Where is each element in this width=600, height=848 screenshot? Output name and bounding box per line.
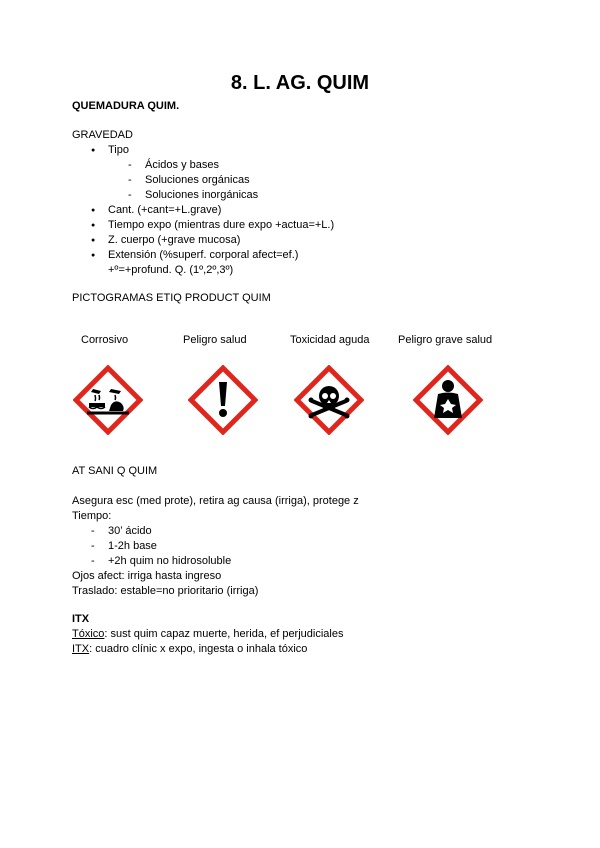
ojos-line: Ojos afect: irriga hasta ingreso (72, 570, 222, 582)
toxico-def-text: : sust quim capaz muerte, herida, ef perjudiciales (104, 628, 344, 640)
pictogram-label: Corrosivo (81, 334, 129, 346)
pictogram-label: Toxicidad aguda (290, 334, 370, 346)
gravedad-heading: GRAVEDAD (72, 129, 133, 141)
extension-continuation: +º=+profund. Q. (1º,2º,3º) (108, 264, 234, 276)
health-hazard-icon (413, 365, 483, 435)
atsani-line: Asegura esc (med prote), retira ag causa (irriga), protege z (72, 495, 359, 507)
itx-heading: ITX (72, 613, 90, 625)
toxico-definition (72, 627, 343, 642)
toxico-term: Tóxico (72, 628, 105, 640)
pictogramas-heading: PICTOGRAMAS ETIQ PRODUCT QUIM (72, 292, 271, 304)
pictogram-label: Peligro grave salud (398, 334, 493, 346)
itx-definition (72, 642, 307, 657)
tiempo-item: - +2h quim no hidrosoluble (108, 554, 231, 569)
bullet-item: ● Extensión (%superf. corporal afect=ef.) (108, 248, 298, 263)
tipo-item: - Ácidos y bases (145, 158, 219, 173)
traslado-line: Traslado: estable=no prioritario (irriga) (72, 585, 259, 597)
bullet-item: ● Tiempo expo (mientras dure expo +actua=+L.) (108, 218, 334, 233)
bullet-item: ● Z. cuerpo (+grave mucosa) (108, 233, 240, 248)
pictogram-label: Peligro salud (183, 334, 247, 346)
tipo-item: - Soluciones inorgánicas (145, 188, 258, 203)
bullet-tipo: ● Tipo (108, 143, 129, 158)
tiempo-label: Tiempo: (72, 510, 112, 522)
corrosive-icon (73, 365, 143, 435)
tiempo-item: - 1-2h base (108, 539, 157, 554)
itx-term: ITX (72, 643, 90, 655)
bullet-item: ● Cant. (+cant=+L.grave) (108, 203, 221, 218)
tipo-item: - Soluciones orgánicas (145, 173, 250, 188)
page-title: 8. L. AG. QUIM (230, 72, 370, 94)
itx-def-text: : cuadro clínic x expo, ingesta o inhala tóxico (89, 643, 308, 655)
exclamation-icon (188, 365, 258, 435)
skull-crossbones-icon (294, 365, 364, 435)
atsani-heading: AT SANI Q QUIM (72, 465, 158, 477)
section-heading-quemadura: QUEMADURA QUIM. (72, 100, 180, 112)
tiempo-item: - 30’ ácido (108, 524, 152, 539)
